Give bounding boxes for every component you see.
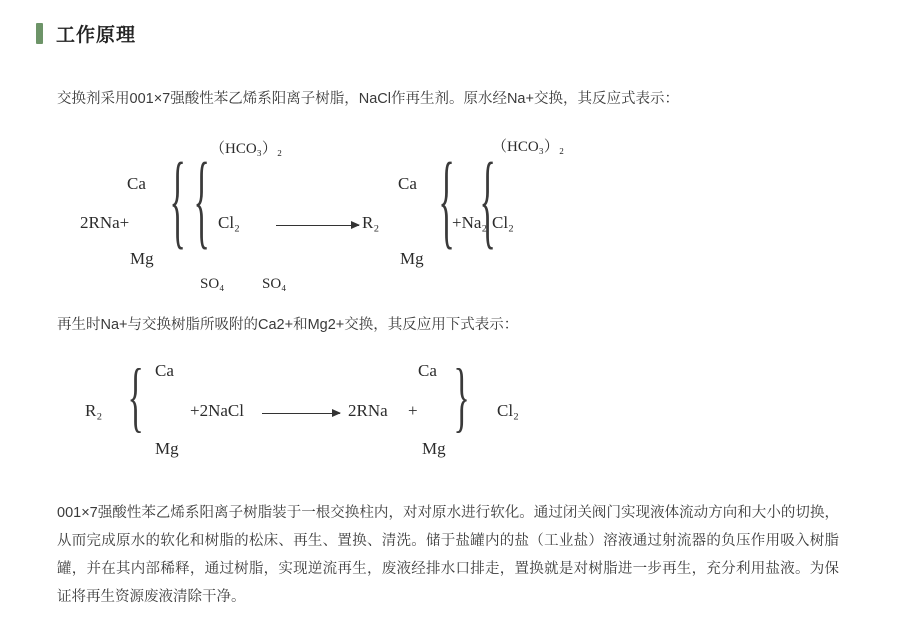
formula2-left-brace: { [127, 352, 144, 440]
formula1-product-r: R₂ [362, 213, 380, 232]
middle-paragraph: 再生时Na+与交换树脂所吸附的Ca2+和Mg2+交换，其反应用下式表示： [57, 317, 519, 333]
document-page [0, 20, 899, 629]
formula1-top-group-right: （HCO₃）₂ [492, 139, 565, 155]
formula1-right-brace-close: } [438, 140, 455, 260]
formula2-reagent: +2NaCl [190, 401, 244, 420]
formula2-left-ion-mg: Mg [155, 439, 179, 458]
formula1-product-na: +Na₂ [452, 213, 488, 232]
formula1-top-group-left: （HCO₃）₂ [210, 141, 283, 157]
formula2-right-ion-ca: Ca [418, 361, 437, 380]
reaction-formula-1 [0, 121, 899, 293]
formula1-left-ion-cl2: Cl₂ [218, 213, 240, 232]
outro-paragraph: 001×7强酸性苯乙烯系阳离子树脂装于一根交换柱内，对对原水进行软化。通过闭关阀门实现液体流动方向和大小的切换，从而完成原水的软化和树脂的松床、再生、置换、清洗。储于盐罐内的盐（工业盐）溶液通过射流器的负压作用吸入树脂罐，并在其内部稀释，通过树脂，实现逆流再生，废液经排水口排走，置换就是对树脂进一步再生，充分利用盐液。为保证将再生资源废液清除干净。 [57, 505, 839, 605]
formula1-left-reagent: 2RNa+ [80, 213, 130, 232]
formula1-right-ion-mg: Mg [400, 249, 424, 268]
intro-paragraph: 交换剂采用001×7强酸性苯乙烯系阳离子树脂，NaCl作再生剂。原水经Na+交换，其反应式表示： [57, 91, 679, 107]
section-heading [36, 20, 899, 47]
page-title: 工作原理 [56, 25, 137, 46]
heading-accent-bar [36, 23, 43, 44]
formula1-left-ion-ca: Ca [127, 174, 146, 193]
reaction-formula-2 [0, 352, 899, 473]
formula1-right-ion-cl2: Cl₂ [492, 213, 514, 232]
formula2-left-ion-ca: Ca [155, 361, 174, 380]
formula1-right-ion-ca: Ca [398, 174, 417, 193]
formula2-right-ion-mg: Mg [422, 439, 446, 458]
formula2-right-brace: { [453, 352, 470, 440]
formula2-plus: + [408, 401, 418, 420]
reaction-arrow-1 [276, 225, 359, 226]
formula1-group-brace-left: { [193, 140, 210, 260]
formula2-right-ion-cl2: Cl₂ [497, 401, 519, 420]
reaction-arrow-2 [262, 413, 340, 414]
formula1-right-brace: { [479, 140, 496, 260]
formula1-left-brace: { [169, 140, 186, 260]
formula2-left-r: R₂ [85, 401, 103, 420]
formula1-bottom-group-left: SO₄ [200, 276, 225, 292]
formula2-product: 2RNa [348, 401, 388, 420]
formula1-left-ion-mg: Mg [130, 249, 154, 268]
formula1-bottom-group-right: SO₄ [262, 276, 287, 292]
